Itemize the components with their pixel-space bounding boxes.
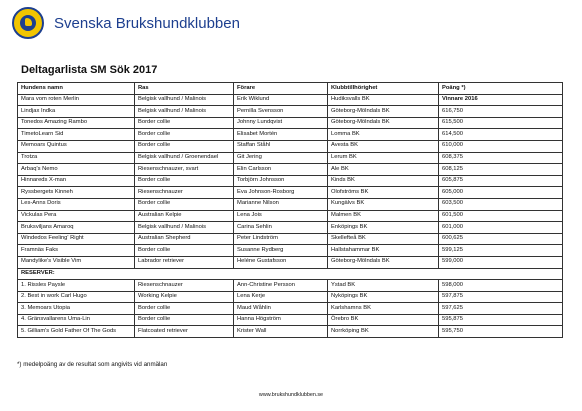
table-cell: Peter Lindström [234,233,328,245]
table-cell: Riesenschnauzer [135,280,234,292]
table-cell: Border collie [135,117,234,129]
table-cell: Torbjörn Johnsson [234,175,328,187]
table-cell: Trotza [18,152,135,164]
table-cell: Eva Johnson-Rosborg [234,187,328,199]
table-cell: Elin Carlsson [234,164,328,176]
table-row [18,117,563,129]
table-cell: Heléne Gustafsson [234,256,328,268]
table-cell: Marianne Nilson [234,198,328,210]
column-header: Ras [135,83,234,95]
page-title: Deltagarlista SM Sök 2017 [21,64,158,76]
table-cell: 2. Best in work Carl Hugo [18,291,135,303]
table-cell: 601,000 [439,222,563,234]
table-cell: 603,500 [439,198,563,210]
participant-table [17,82,563,338]
reserve-row [18,291,563,303]
table-cell: Border collie [135,198,234,210]
table-cell: Belgisk vallhund / Malinois [135,106,234,118]
table-cell: 608,375 [439,152,563,164]
table-cell: 601,500 [439,210,563,222]
table-row [18,198,563,210]
table-cell: Git Jering [234,152,328,164]
table-cell: Mandylike's Visible Vim [18,256,135,268]
table-cell: Windedos Feeling' Right [18,233,135,245]
table-cell: Susanne Rydberg [234,245,328,257]
table-cell: Göteborg-Mölndals BK [328,256,439,268]
club-logo-icon [12,7,44,39]
table-row [18,175,563,187]
header-row [18,83,563,95]
table-cell: 614,500 [439,129,563,141]
table-cell: Flatcoated retriever [135,326,234,338]
table-row [18,164,563,176]
table-cell: Belgisk vallhund / Malinois [135,94,234,106]
table-cell: Hallstahammar BK [328,245,439,257]
table-cell: 597,875 [439,291,563,303]
header [12,6,240,40]
table-cell: Border collie [135,129,234,141]
table-cell: Kungälvs BK [328,198,439,210]
table-cell: 4. Gränsvallarens Uma-Lin [18,314,135,326]
table-cell: Riesenschnauzer, svart [135,164,234,176]
table-cell: Hanna Högström [234,314,328,326]
table-cell: 610,000 [439,140,563,152]
reserve-header-row [18,268,563,280]
table-row [18,106,563,118]
table-cell: Örebro BK [328,314,439,326]
table-cell: 608,125 [439,164,563,176]
table-cell: Working Kelpie [135,291,234,303]
table-cell: Lena Jois [234,210,328,222]
table-cell: Malmen BK [328,210,439,222]
table-cell: Norrköping BK [328,326,439,338]
table-cell: 595,750 [439,326,563,338]
table-cell: Australian Shepherd [135,233,234,245]
footnote: *) medelpoäng av de resultat som angivits vid anmälan [17,361,168,368]
table-cell: Olofströms BK [328,187,439,199]
table-cell: Memoars Quintus [18,140,135,152]
table-cell: Ann-Christine Persson [234,280,328,292]
table-cell: Labrador retriever [135,256,234,268]
table-cell: Ystad BK [328,280,439,292]
table-cell: Border collie [135,175,234,187]
table-cell: Lindjax Indka [18,106,135,118]
table-cell: Australian Kelpie [135,210,234,222]
table-row [18,187,563,199]
table-cell: Lomma BK [328,129,439,141]
table-cell: Göteborg-Mölndals BK [328,106,439,118]
table-cell: 600,625 [439,233,563,245]
table-cell: Lerum BK [328,152,439,164]
table-row [18,152,563,164]
table-cell: Pernilla Svensson [234,106,328,118]
table-cell: Framnäs Faks [18,245,135,257]
table-cell: 599,125 [439,245,563,257]
table-cell: Riesenschnauzer [135,187,234,199]
table-cell: Elisabet Mortén [234,129,328,141]
table-cell: Krister Wall [234,326,328,338]
reserve-row [18,314,563,326]
table-cell: Border collie [135,314,234,326]
table-cell: Nyköpings BK [328,291,439,303]
table-cell: 595,875 [439,314,563,326]
table-cell: Border collie [135,140,234,152]
table-cell: Göteborg-Mölndals BK [328,117,439,129]
table-cell: 5. Gilliam's Gold Father Of The Gods [18,326,135,338]
table-cell: 616,750 [439,106,563,118]
table-cell: Border collie [135,303,234,315]
table-cell: Ale BK [328,164,439,176]
table-cell: Avesta BK [328,140,439,152]
column-header: Poäng *) [439,83,563,95]
table-cell: 605,875 [439,175,563,187]
table-cell: Skellefteå BK [328,233,439,245]
table-cell: Ryssbergets Kinneh [18,187,135,199]
brand-name: Svenska Brukshundklubben [54,14,240,32]
footer-url[interactable]: www.brukshundklubben.se [258,392,324,398]
table-cell: TimetoLearn Sid [18,129,135,141]
table-cell: Les-Anns Doris [18,198,135,210]
table-cell: Karlshamns BK [328,303,439,315]
table-row [18,256,563,268]
column-header: Förare [234,83,328,95]
table-cell: Enköpings BK [328,222,439,234]
column-header: Hundens namn [18,83,135,95]
table-cell: Mara vom roten Merlin [18,94,135,106]
table-cell: Vickulas Pera [18,210,135,222]
table-cell: Lena Kerje [234,291,328,303]
table-cell: 605,000 [439,187,563,199]
table-cell: Belgisk vallhund / Groenendael [135,152,234,164]
table-cell: Staffan Ståhl [234,140,328,152]
table-cell: Tonedos Amazing Rambo [18,117,135,129]
table-cell: 599,000 [439,256,563,268]
reserve-row [18,280,563,292]
table-row [18,140,563,152]
table-cell: Arbaq's Nemo [18,164,135,176]
table-cell: Hinnareds X-man [18,175,135,187]
table-cell: Bruksviljans Amaroq [18,222,135,234]
table-row [18,245,563,257]
table-cell: 1. Rissles Paysle [18,280,135,292]
reserve-label: RESERVER: [18,268,563,280]
table-row [18,210,563,222]
table-cell: Kinds BK [328,175,439,187]
table-cell: Erik Wiklund [234,94,328,106]
table-row [18,233,563,245]
table-row [18,94,563,106]
table-cell: Carina Sehlin [234,222,328,234]
table-cell: Vinnare 2016 [439,94,563,106]
table-cell: Johnny Lundqvist [234,117,328,129]
reserve-row [18,303,563,315]
table-row [18,222,563,234]
table-row [18,129,563,141]
reserve-row [18,326,563,338]
table-cell: 615,500 [439,117,563,129]
table-cell: 598,000 [439,280,563,292]
table-cell: Belgisk vallhund / Malinois [135,222,234,234]
column-header: Klubbtillhörighet [328,83,439,95]
table-cell: Border collie [135,245,234,257]
table-cell: 3. Memoars Utopia [18,303,135,315]
table-cell: 597,625 [439,303,563,315]
table-cell: Hudiksvalls BK [328,94,439,106]
table-cell: Maud Wåhlin [234,303,328,315]
